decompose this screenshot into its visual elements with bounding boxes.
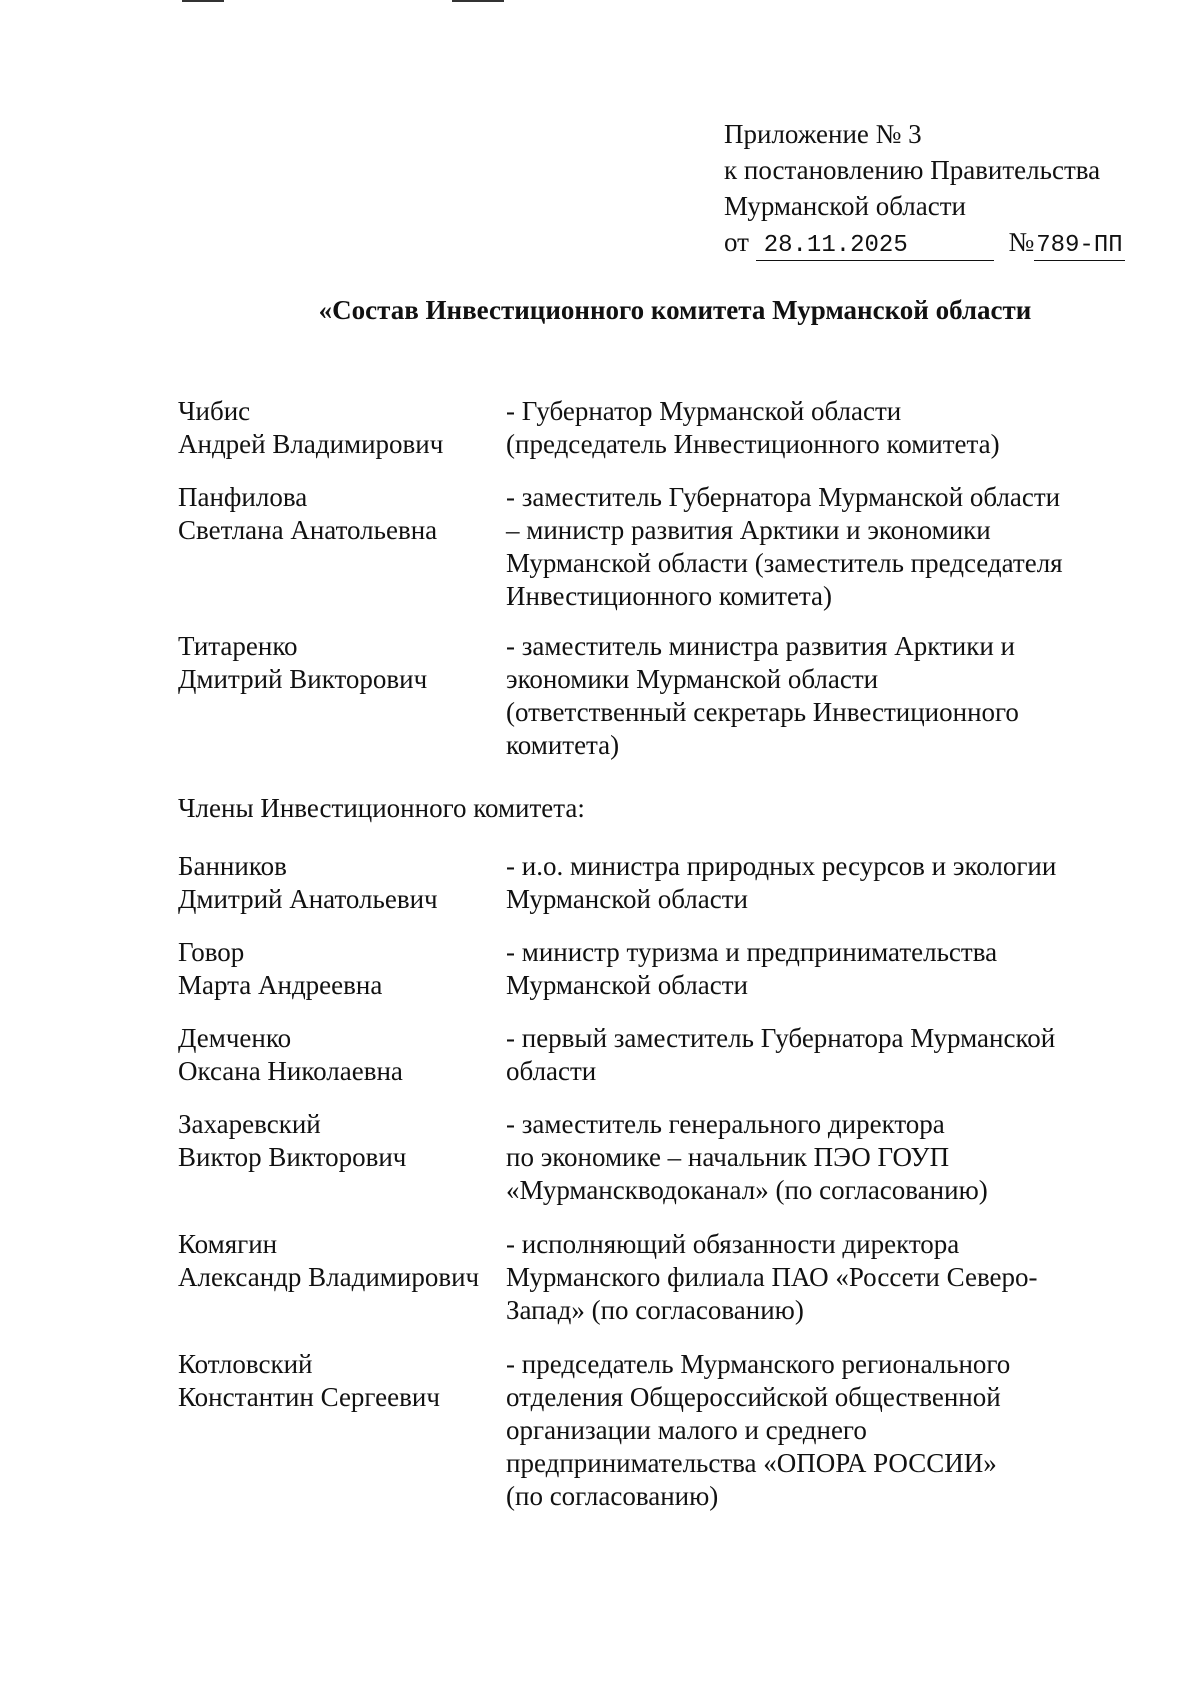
role-line: Мурманской области xyxy=(506,970,748,1000)
member-given-name: Светлана Анатольевна xyxy=(178,515,438,545)
role-line: - и.о. министра природных ресурсов и экологии xyxy=(506,851,1057,881)
member-name xyxy=(178,850,498,916)
member-surname: Комягин xyxy=(178,1229,278,1259)
member-role xyxy=(506,1348,1100,1513)
role-line: Мурманской области xyxy=(506,884,748,914)
member-name xyxy=(178,481,498,547)
member-surname: Чибис xyxy=(178,396,251,426)
member-role xyxy=(506,850,1100,916)
appendix-block xyxy=(724,116,1125,261)
member-surname: Панфилова xyxy=(178,482,308,512)
appendix-line: к постановлению Правительства xyxy=(724,155,1101,185)
member-role xyxy=(506,395,1100,461)
role-line: по экономике – начальник ПЭО ГОУП xyxy=(506,1142,950,1172)
member-given-name: Дмитрий Викторович xyxy=(178,664,428,694)
member-surname: Банников xyxy=(178,851,287,881)
document-date: 28.11.2025 xyxy=(756,232,994,261)
role-line: - министр туризма и предпринимательства xyxy=(506,937,998,967)
member-name xyxy=(178,395,498,461)
member-given-name: Марта Андреевна xyxy=(178,970,383,1000)
role-line: (ответственный секретарь Инвестиционного xyxy=(506,697,1019,727)
appendix-date-line xyxy=(724,224,1125,261)
role-line: Запад» (по согласованию) xyxy=(506,1295,804,1325)
role-line: отделения Общероссийской общественной xyxy=(506,1382,1001,1412)
member-role xyxy=(506,1228,1100,1327)
member-surname: Говор xyxy=(178,937,245,967)
role-line: «Мурманскводоканал» (по согласованию) xyxy=(506,1175,988,1205)
role-line: - заместитель генерального директора xyxy=(506,1109,945,1139)
role-line: (по согласованию) xyxy=(506,1481,719,1511)
role-line: предпринимательства «ОПОРА РОССИИ» xyxy=(506,1448,997,1478)
member-name xyxy=(178,1228,498,1294)
member-given-name: Андрей Владимирович xyxy=(178,429,444,459)
member-role xyxy=(506,1108,1100,1207)
member-given-name: Виктор Викторович xyxy=(178,1142,407,1172)
role-line: - Губернатор Мурманской области xyxy=(506,396,902,426)
role-line: области xyxy=(506,1056,597,1086)
member-name xyxy=(178,1022,498,1088)
member-given-name: Дмитрий Анатольевич xyxy=(178,884,438,914)
member-role xyxy=(506,481,1100,613)
role-line: (председатель Инвестиционного комитета) xyxy=(506,429,1000,459)
appendix-line: Приложение № 3 xyxy=(724,119,922,149)
member-name xyxy=(178,1348,498,1414)
role-line: – министр развития Арктики и экономики xyxy=(506,515,991,545)
document-title: «Состав Инвестиционного комитета Мурманской области xyxy=(318,295,1032,325)
members-label: Члены Инвестиционного комитета: xyxy=(178,793,585,823)
role-line: - председатель Мурманского регионального xyxy=(506,1349,1011,1379)
role-line: Мурманского филиала ПАО «Россети Северо- xyxy=(506,1262,1038,1292)
role-line: - первый заместитель Губернатора Мурманской xyxy=(506,1023,1056,1053)
date-prefix: от xyxy=(724,227,749,257)
member-surname: Демченко xyxy=(178,1023,292,1053)
member-role xyxy=(506,1022,1100,1088)
member-role xyxy=(506,936,1100,1002)
member-given-name: Константин Сергеевич xyxy=(178,1382,440,1412)
scan-mark xyxy=(182,0,224,2)
member-role xyxy=(506,630,1100,762)
member-name xyxy=(178,936,498,1002)
member-given-name: Александр Владимирович xyxy=(178,1262,480,1292)
role-line: организации малого и среднего xyxy=(506,1415,867,1445)
role-line: Мурманской области (заместитель председателя xyxy=(506,548,1063,578)
appendix-line: Мурманской области xyxy=(724,191,966,221)
role-line: - заместитель Губернатора Мурманской области xyxy=(506,482,1061,512)
role-line: - исполняющий обязанности директора xyxy=(506,1229,960,1259)
role-line: Инвестиционного комитета) xyxy=(506,581,833,611)
document-number: 789-ПП xyxy=(1036,232,1123,259)
member-surname: Титаренко xyxy=(178,631,298,661)
member-name xyxy=(178,1108,498,1174)
member-given-name: Оксана Николаевна xyxy=(178,1056,403,1086)
scan-mark xyxy=(452,0,504,2)
role-line: комитета) xyxy=(506,730,620,760)
member-surname: Захаревский xyxy=(178,1109,321,1139)
member-name xyxy=(178,630,498,696)
number-sign: № xyxy=(1008,227,1035,257)
role-line: - заместитель министра развития Арктики и xyxy=(506,631,1016,661)
member-surname: Котловский xyxy=(178,1349,313,1379)
role-line: экономики Мурманской области xyxy=(506,664,879,694)
